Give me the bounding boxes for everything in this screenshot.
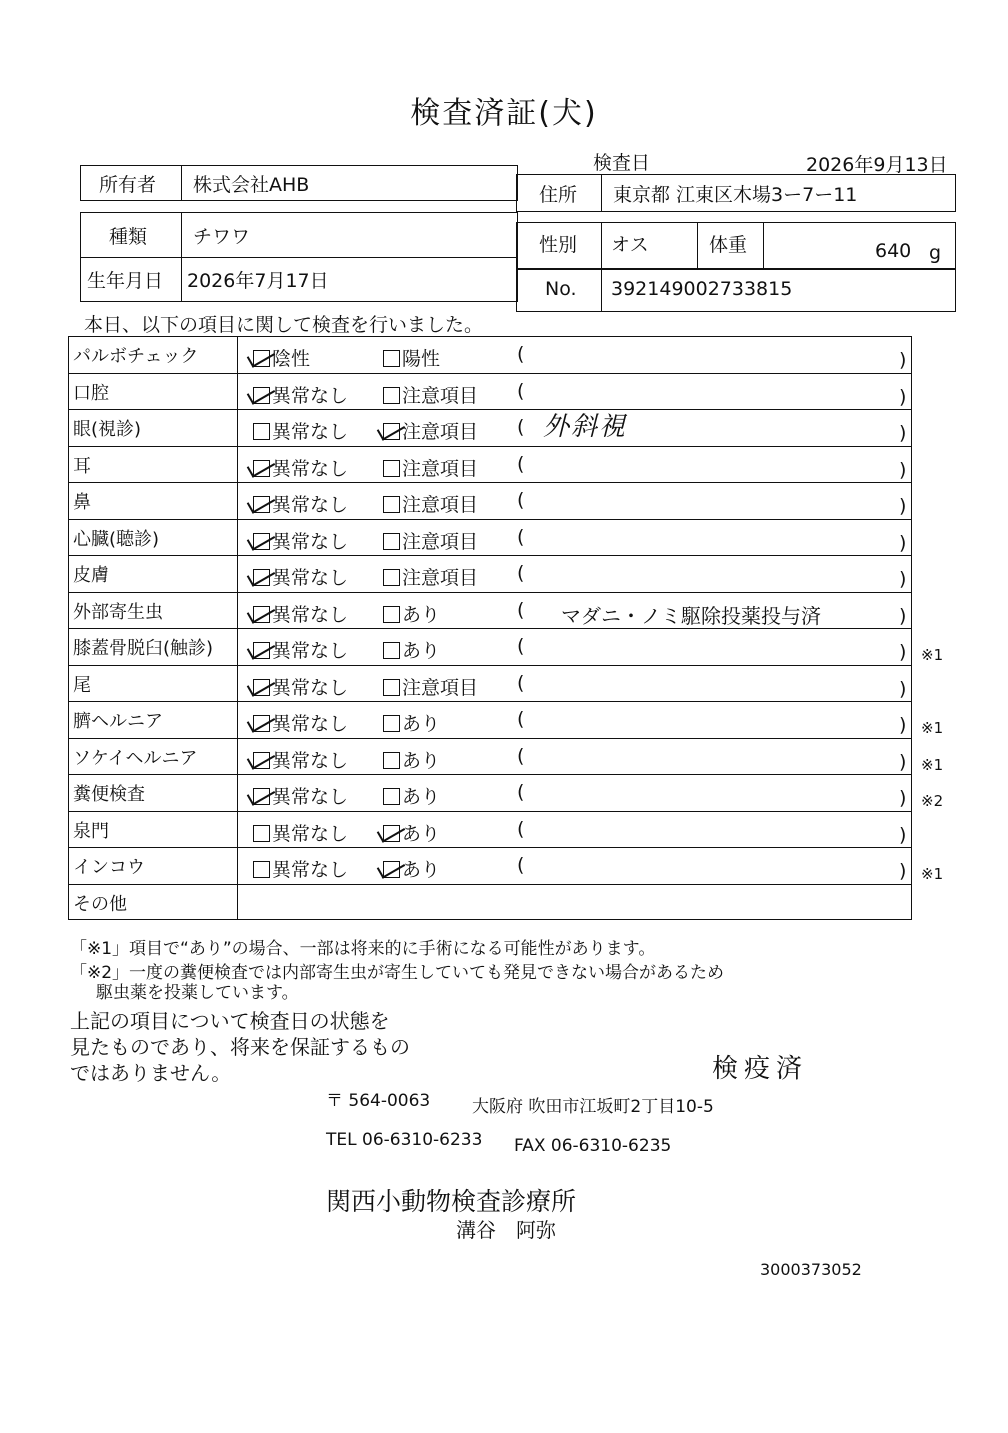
item-name: 膝蓋骨脱臼(触診): [73, 638, 214, 660]
table-row: [68, 701, 944, 738]
owner-value: 株式会社AHB: [193, 173, 310, 196]
checkbox-icon: [383, 387, 400, 404]
paren-close: ): [899, 714, 907, 736]
note-2b: 駆虫薬を投薬しています。: [96, 983, 299, 1003]
weight-unit: g: [929, 242, 942, 264]
option-label: 異常なし: [272, 822, 349, 845]
option-label: 異常なし: [272, 457, 349, 480]
clinic-name: 関西小動物検査診療所: [326, 1187, 577, 1216]
option-2-checkbox[interactable]: [383, 490, 478, 517]
option-1-checkbox[interactable]: [253, 855, 348, 882]
paren-open: (: [517, 598, 525, 621]
checkbox-icon: [383, 533, 400, 550]
paren-close: ): [899, 458, 907, 481]
paren-close: ): [899, 823, 907, 846]
paren-open: (: [517, 708, 525, 730]
disclaimer-line: 見たものであり、将来を保証するもの: [70, 1035, 410, 1059]
option-1-checkbox[interactable]: [253, 490, 348, 517]
paren-close: ): [899, 604, 907, 627]
type-label: 種類: [109, 225, 148, 248]
disclaimer-line: 上記の項目について検査日の状態を: [70, 1009, 390, 1033]
option-1-checkbox[interactable]: [253, 600, 348, 627]
clinic-tel: TEL 06-6310-6233: [326, 1130, 483, 1150]
clinic-address: 大阪府 吹田市江坂町2丁目10-5: [472, 1097, 714, 1117]
option-label: 異常なし: [272, 676, 349, 699]
sex-label: 性別: [539, 233, 578, 256]
option-label: 異常なし: [272, 713, 349, 735]
item-name: ソケイヘルニア: [73, 747, 198, 769]
table-row: [68, 592, 912, 629]
checkbox-icon: [253, 533, 270, 550]
option-label: あり: [402, 640, 441, 662]
checkbox-icon: [383, 460, 400, 477]
checkbox-icon: [253, 423, 270, 440]
option-2-checkbox[interactable]: [383, 527, 478, 554]
paren-open: (: [517, 671, 525, 694]
option-1-checkbox[interactable]: [253, 527, 348, 554]
paren-open: (: [517, 379, 525, 402]
option-label: 異常なし: [272, 786, 349, 808]
disclaimer-line: ではありません。: [70, 1061, 232, 1085]
birth-value: 2026年7月17日: [187, 269, 329, 292]
option-1-checkbox[interactable]: [253, 709, 348, 736]
paren-open: (: [517, 525, 525, 548]
option-label: 異常なし: [272, 640, 349, 662]
item-name: 泉門: [73, 820, 109, 842]
address-value: 東京都 江東区木場3ー7ー11: [613, 183, 858, 206]
option-1-checkbox[interactable]: [253, 417, 348, 444]
paren-open: (: [517, 452, 525, 475]
intro-text: 本日、以下の項目に関して検査を行いました。: [84, 314, 484, 336]
checkbox-icon: [253, 460, 270, 477]
checkbox-icon: [253, 569, 270, 586]
item-name: 糞便検査: [73, 784, 145, 806]
option-label: 異常なし: [272, 494, 349, 516]
number-value: 392149002733815: [611, 278, 793, 300]
checkbox-icon: [253, 752, 270, 769]
table-row: [68, 665, 912, 702]
sex-weight-box: [516, 222, 956, 270]
checkbox-icon: [253, 387, 270, 404]
clinic-fax: FAX 06-6310-6235: [514, 1136, 672, 1156]
option-2-checkbox[interactable]: [383, 563, 478, 590]
paren-open: (: [517, 416, 525, 438]
option-label: あり: [402, 786, 441, 808]
table-row: [68, 628, 944, 665]
option-1-checkbox[interactable]: [253, 782, 348, 809]
item-name: 外部寄生虫: [73, 601, 163, 623]
table-row: [68, 409, 912, 446]
checkbox-icon: [253, 350, 270, 367]
exam-date-value: 2026年9月13日: [806, 154, 948, 176]
checkbox-icon: [253, 861, 270, 878]
table-row: [68, 738, 944, 775]
checkbox-icon: [383, 752, 400, 769]
footnote-mark: ※1: [921, 755, 944, 774]
item-name: 鼻: [73, 492, 91, 514]
option-2-checkbox[interactable]: [383, 673, 478, 700]
checkbox-icon: [383, 861, 400, 878]
checkbox-icon: [253, 679, 270, 696]
table-row: [68, 774, 944, 811]
exam-date-label: 検査日: [593, 152, 651, 174]
birth-label: 生年月日: [87, 269, 164, 292]
document-title: 検査済証(犬): [410, 96, 598, 131]
option-label: 異常なし: [272, 567, 349, 589]
owner-box: [80, 165, 518, 201]
option-2-checkbox[interactable]: [383, 600, 440, 627]
table-row: [68, 446, 912, 483]
item-name: インコウ: [73, 857, 145, 879]
item-name: 眼(視診): [73, 419, 142, 441]
checkbox-icon: [253, 642, 270, 659]
checkbox-icon: [383, 423, 400, 440]
footnote-mark: ※1: [921, 646, 944, 665]
table-row: [68, 847, 944, 884]
footnote-mark: ※1: [921, 865, 944, 884]
paren-open: (: [517, 781, 525, 803]
item-name: 心臓(聴診): [73, 528, 160, 550]
owner-label: 所有者: [99, 173, 157, 196]
option-1-checkbox[interactable]: [253, 746, 348, 773]
option-2-checkbox[interactable]: [383, 636, 440, 663]
checkbox-icon: [253, 788, 270, 805]
paren-open: (: [517, 343, 525, 365]
option-1-checkbox[interactable]: [253, 819, 348, 846]
footnote-mark: ※1: [921, 719, 944, 738]
option-label: 異常なし: [272, 603, 349, 626]
number-label: No.: [545, 278, 577, 300]
paren-close: ): [899, 422, 907, 444]
paren-close: ): [899, 568, 907, 590]
paren-close: ): [899, 641, 907, 663]
checkbox-icon: [383, 825, 400, 842]
checkbox-icon: [253, 825, 270, 842]
quarantine-stamp: 検疫済: [712, 1054, 809, 1084]
footnote-mark: ※2: [921, 792, 944, 811]
weight-value: 640: [875, 240, 912, 262]
checkbox-icon: [383, 642, 400, 659]
item-comment[interactable]: マダニ・ノミ駆除投薬投与済: [561, 604, 821, 629]
table-row-other: [68, 884, 912, 921]
item-name: パルボチェック: [73, 346, 199, 368]
item-name: 耳: [73, 455, 91, 477]
paren-open: (: [517, 635, 525, 657]
vet-name: 溝谷 阿弥: [456, 1218, 556, 1242]
option-1-checkbox[interactable]: [253, 563, 348, 590]
checkbox-icon: [383, 350, 400, 367]
checkbox-icon: [253, 496, 270, 513]
option-label: 注意項目: [402, 567, 479, 589]
option-label: あり: [402, 749, 441, 772]
paren-close: ): [899, 677, 907, 700]
option-label: 注意項目: [402, 494, 479, 516]
table-row: [68, 482, 912, 519]
option-label: 注意項目: [402, 421, 479, 443]
table-row: [68, 373, 912, 410]
option-1-checkbox[interactable]: [253, 344, 310, 371]
option-2-checkbox[interactable]: [383, 454, 478, 481]
paren-close: ): [899, 349, 907, 371]
paren-open: (: [517, 489, 525, 511]
option-2-checkbox[interactable]: [383, 746, 440, 773]
sex-value: オス: [611, 233, 649, 256]
option-label: 異常なし: [272, 749, 349, 772]
option-label: 異常なし: [272, 859, 349, 881]
option-1-checkbox[interactable]: [253, 454, 348, 481]
serial-number: 3000373052: [760, 1260, 862, 1279]
paren-close: ): [899, 860, 907, 882]
type-birth-box: [80, 212, 518, 302]
option-2-checkbox[interactable]: [383, 381, 478, 408]
paren-open: (: [517, 562, 525, 584]
item-name: 皮膚: [73, 565, 109, 587]
weight-label: 体重: [709, 233, 748, 256]
item-name: 口腔: [73, 382, 109, 404]
option-1-checkbox[interactable]: [253, 636, 348, 663]
option-2-checkbox[interactable]: [383, 344, 440, 371]
paren-close: ): [899, 495, 907, 517]
option-2-checkbox[interactable]: [383, 819, 440, 846]
paren-close: ): [899, 750, 907, 773]
option-label: 異常なし: [272, 384, 349, 407]
clinic-postal: 〒 564-0063: [326, 1091, 431, 1111]
table-row: [68, 811, 912, 848]
option-label: 注意項目: [402, 384, 479, 407]
option-label: 異常なし: [272, 421, 349, 443]
item-comment[interactable]: 外斜視: [543, 411, 628, 442]
paren-open: (: [517, 817, 525, 840]
checkbox-icon: [383, 715, 400, 732]
option-label: 異常なし: [272, 530, 349, 553]
checkbox-icon: [253, 715, 270, 732]
paren-open: (: [517, 744, 525, 767]
option-2-checkbox[interactable]: [383, 709, 440, 736]
paren-close: ): [899, 787, 907, 809]
checkbox-icon: [383, 606, 400, 623]
inspection-table: [68, 336, 944, 926]
option-label: あり: [402, 859, 441, 881]
address-box: [516, 174, 956, 212]
option-2-checkbox[interactable]: [383, 782, 440, 809]
option-1-checkbox[interactable]: [253, 673, 348, 700]
checkbox-icon: [253, 606, 270, 623]
paren-close: ): [899, 531, 907, 554]
item-name: 尾: [73, 674, 91, 696]
option-label: 陰性: [272, 348, 311, 370]
option-label: 注意項目: [402, 676, 479, 699]
number-box: [516, 268, 956, 312]
option-2-checkbox[interactable]: [383, 855, 440, 882]
table-row: [68, 336, 912, 373]
option-label: あり: [402, 603, 441, 626]
option-label: あり: [402, 713, 441, 735]
note-1: 「※1」項目で“あり”の場合、一部は将来的に手術になる可能性があります。: [70, 939, 656, 959]
checkbox-icon: [383, 496, 400, 513]
option-label: 注意項目: [402, 457, 479, 480]
option-label: あり: [402, 822, 441, 845]
checkbox-icon: [383, 788, 400, 805]
table-row: [68, 555, 912, 592]
item-name: 臍ヘルニア: [73, 711, 163, 733]
other-label: その他: [73, 893, 127, 915]
type-value: チワワ: [193, 225, 251, 248]
note-2a: 「※2」一度の糞便検査では内部寄生虫が寄生していても発見できない場合があるため: [70, 963, 725, 983]
option-1-checkbox[interactable]: [253, 381, 348, 408]
checkbox-icon: [383, 679, 400, 696]
option-label: 陽性: [402, 348, 441, 370]
paren-open: (: [517, 854, 525, 876]
disclaimer: [70, 1008, 410, 1086]
option-label: 注意項目: [402, 530, 479, 553]
checkbox-icon: [383, 569, 400, 586]
address-label: 住所: [539, 183, 578, 206]
option-2-checkbox[interactable]: [383, 417, 478, 444]
table-row: [68, 519, 912, 556]
paren-close: ): [899, 385, 907, 408]
